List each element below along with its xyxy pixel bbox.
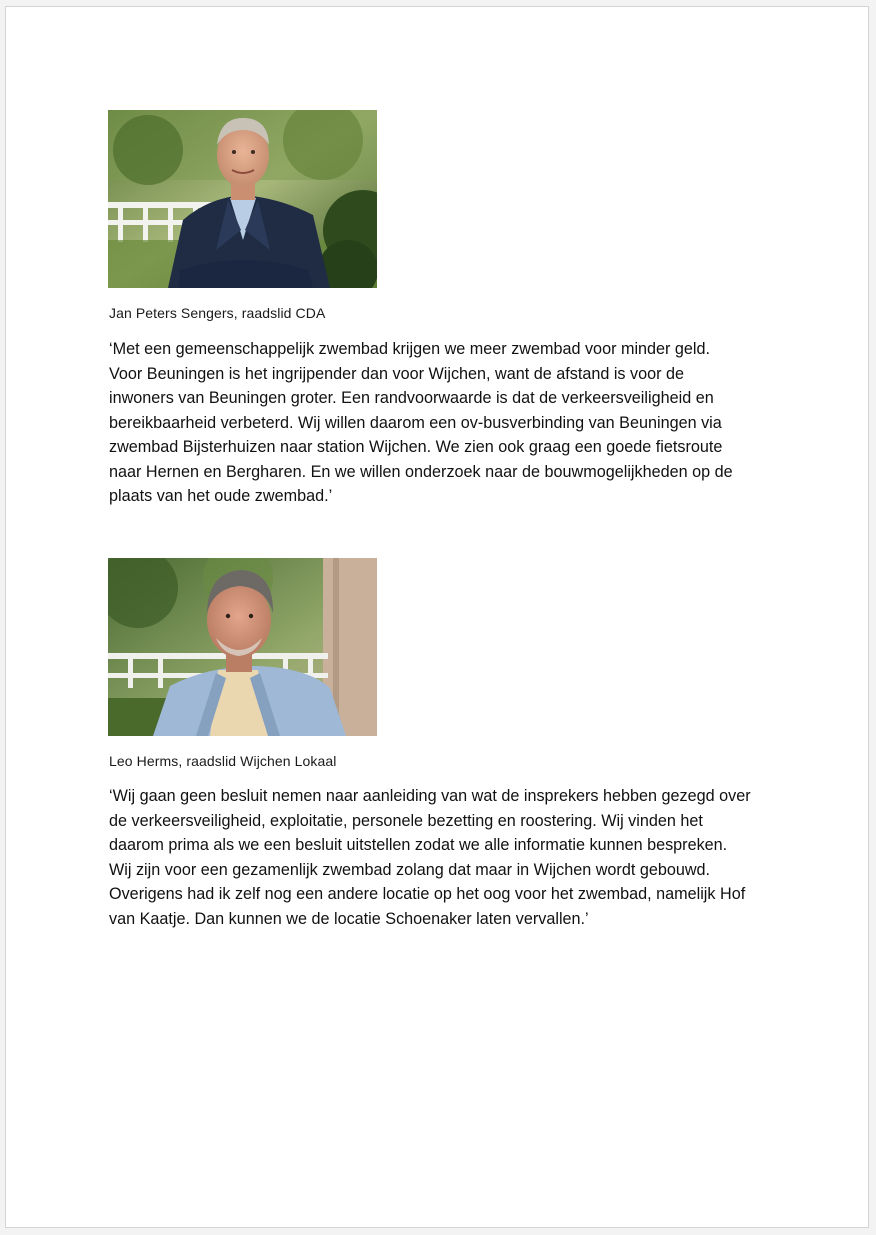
portrait-photo-jan-peters-sengers-image	[108, 110, 377, 288]
quote-line: de verkeersveiligheid, exploitatie, personele bezetting en roostering. Wij vinden het	[109, 811, 703, 830]
portrait-photo-leo-herms-image	[108, 558, 377, 736]
quote-line: Wij zijn voor een gezamenlijk zwembad zolang dat maar in Wijchen wordt gebouwd.	[109, 860, 711, 879]
quote-line: van Kaatje. Dan kunnen we de locatie Schoenaker laten vervallen.’	[109, 909, 589, 928]
quote-line: inwoners van Beuningen groter. Een randvoorwaarde is dat de verkeersveiligheid en	[109, 389, 714, 407]
quote-jan-peters-sengers	[109, 337, 779, 509]
quote-line: zwembad Bijsterhuizen naar station Wijchen. We zien ook graag een goede fietsroute	[109, 438, 723, 456]
quote-leo-herms	[109, 784, 779, 931]
quote-line: ‘Met een gemeenschappelijk zwembad krijgen we meer zwembad voor minder geld.	[109, 340, 711, 358]
portrait-photo-leo-herms	[108, 558, 377, 736]
portrait-photo-jan-peters-sengers	[108, 110, 377, 288]
caption-jan-peters-sengers: Jan Peters Sengers, raadslid CDA	[109, 305, 326, 321]
caption-leo-herms: Leo Herms, raadslid Wijchen Lokaal	[109, 753, 337, 769]
quote-line: ‘Wij gaan geen besluit nemen naar aanleiding van wat de insprekers hebben gezegd over	[109, 787, 751, 805]
quote-line: plaats van het oude zwembad.’	[109, 487, 333, 505]
quote-line: Voor Beuningen is het ingrijpender dan voor Wijchen, want de afstand is voor de	[109, 364, 685, 383]
quote-line: naar Hernen en Bergharen. En we willen onderzoek naar de bouwmogelijkheden op de	[109, 462, 733, 481]
document-page	[5, 6, 869, 1228]
quote-line: daarom prima als we een besluit uitstellen zodat we alle informatie kunnen bespreken.	[109, 836, 728, 854]
quote-line: Overigens had ik zelf nog een andere locatie op het oog voor het zwembad, namelijk Hof	[109, 885, 746, 903]
quote-line: bereikbaarheid verbeterd. Wij willen daarom een ov-busverbinding van Beuningen via	[109, 413, 722, 432]
